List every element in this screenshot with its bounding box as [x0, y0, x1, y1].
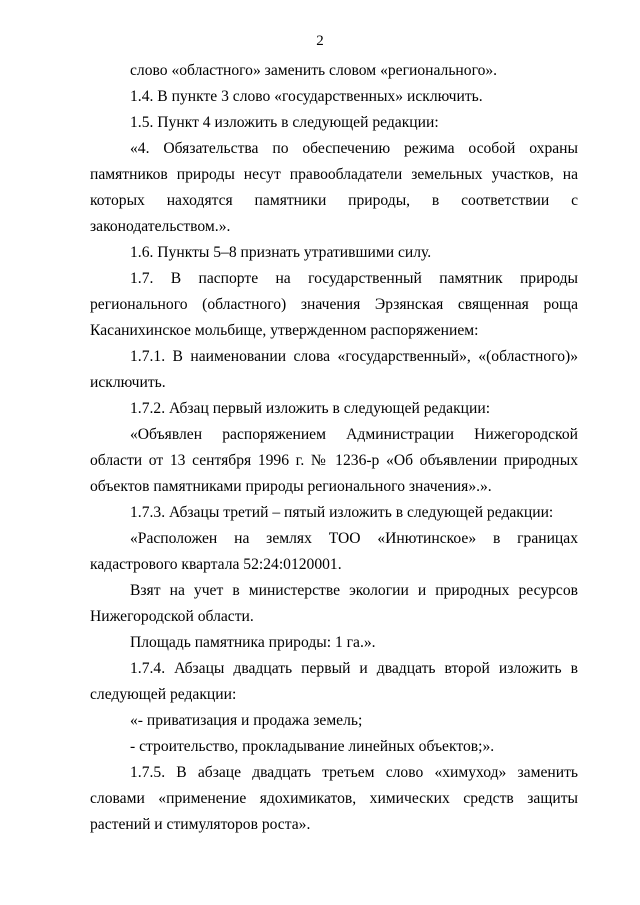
paragraph-registered: Взят на учет в министерстве экологии и природных ресурсов Нижегородской области.	[90, 582, 578, 625]
paragraph-1-7-3: 1.7.3. Абзацы третий – пятый изложить в следующей редакции:	[130, 504, 554, 521]
paragraph-list-construction: - строительство, прокладывание линейных объектов;».	[130, 738, 495, 755]
paragraph-quote-location: «Расположен на землях ТОО «Инютинское» в границах кадастрового квартала 52:24:0120001.	[90, 530, 578, 573]
paragraph-quote-announced: «Объявлен распоряжением Администрации Нижегородской области от 13 сентября 1996 г. № 1236-р «Об объявлении природных объектов памятниками природы регионального значения».».	[90, 426, 578, 495]
paragraph-1-6: 1.6. Пункты 5–8 признать утратившими силу.	[130, 244, 432, 261]
paragraph-area: Площадь памятника природы: 1 га.».	[130, 634, 376, 651]
paragraph-1-7: 1.7. В паспорте на государственный памятник природы регионального (областного) значения Эрзянская священная роща Касанихинское мольбище, утвержденном распоряжением:	[90, 270, 578, 339]
paragraph-1-5: 1.5. Пункт 4 изложить в следующей редакции:	[130, 114, 439, 131]
document-body	[90, 58, 578, 838]
paragraph-list-privatization: «- приватизация и продажа земель;	[130, 712, 363, 729]
page-number: 2	[316, 33, 324, 49]
paragraph-1-4: 1.4. В пункте 3 слово «государственных» исключить.	[130, 88, 483, 105]
paragraph-1-7-5: 1.7.5. В абзаце двадцать третьем слово «химуход» заменить словами «применение ядохимикатов, химических средств защиты растений и стимуляторов роста».	[90, 764, 578, 833]
paragraph-1-7-1: 1.7.1. В наименовании слова «государственный», «(областного)» исключить.	[90, 348, 578, 391]
paragraph-1-7-2: 1.7.2. Абзац первый изложить в следующей редакции:	[130, 400, 491, 417]
paragraph-continuation: слово «областного» заменить словом «регионального».	[130, 62, 498, 79]
paragraph-quote-4: «4. Обязательства по обеспечению режима особой охраны памятников природы несут правообладатели земельных участков, на которых находятся памятники природы, в соответствии с законодательством.».	[90, 140, 578, 235]
paragraph-1-7-4: 1.7.4. Абзацы двадцать первый и двадцать второй изложить в следующей редакции:	[90, 660, 578, 703]
